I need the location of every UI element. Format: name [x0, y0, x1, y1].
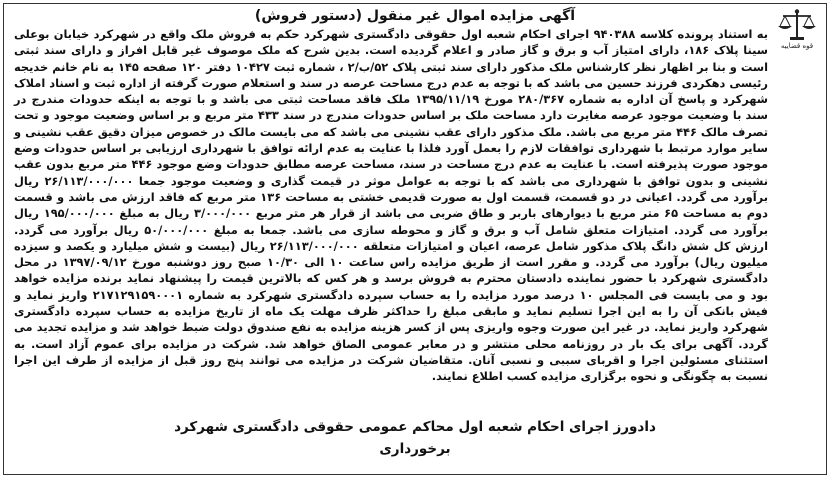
signature-title: دادورز اجرای احکام شعبه اول محاکم عمومی حقوقی دادگستری شهرکرد: [174, 419, 656, 435]
notice-body: [14, 26, 768, 385]
notice-title: آگهی مزایده اموال غیر منقول (دستور فروش): [254, 8, 576, 24]
notice-frame: [3, 3, 827, 475]
emblem-caption: قوه قضاییه: [780, 42, 814, 50]
notice-body-text: به استناد پرونده کلاسه ۹۴۰۳۸۸ اجرای احکام شعبه اول حقوقی دادگستری شهرکرد حکم به فروش ملک واقع در شهرکرد خیابان بوعلی سینا پلاک ۱۸۶، دارای امتیاز آب و برق و گاز صادر و اعلام گردیده است. بدین شرح که ملک موصوف غیر قابل افراز و دارای سند ثبتی است و بنا بر اظهار نظر کارشناس ملک مذکور دارای سند ثبتی پلاک ۵۲/ب/۲ ، شماره ثبت ۱۰۴۲۷ دفتر ۱۲۰ صفحه ۱۴۵ به نام خانم خدیجه رئیسی دهکردی فرزند حسین می باشد که با توجه به عدم درج مساحت عرصه در سند و استعلام صورت گرفته از اداره ثبت و اسناد املاک شهرکرد و پاسخ آن اداره به شماره ۲۸۰/۳۶۷ مورخ ۱۳۹۵/۱۱/۱۹ ملک فاقد مساحت ثبتی می باشد و با توجه به اینکه حدودات مندرج در سند با وضعیت موجود عرصه مغایرت دارد مساحت ملک بر اساس حدودات مندرج در سند ۴۳۳ متر مربع و بر اساس وضعیت موجود و تحت تصرف مالک ۴۴۶ متر مربع می باشد. ملک مذکور دارای عقب نشینی می باشد که می بایست مالک در خصوص میزان دقیق عقب نشینی و سایر موارد مرتبط با شهرداری توافقات لازم را بعمل آورد فلذا با عنایت به عدم ارائه توافق با شهرداری ارزیابی بر اساس حدودات وضع موجود صورت پذیرفته است. با عنایت به عدم درج مساحت در سند، مساحت عرصه مطابق حدودات وضع موجود ۴۴۶ متر مربع بدون عقب نشینی و بدون توافق با شهرداری می باشد که با توجه به عوامل موثر در قیمت گذاری و وضعیت موجود جمعا ۲۶/۱۱۳/۰۰۰/۰۰۰ ریال برآورد می گردد. اعیانی در دو قسمت، قسمت اول به صورت قدیمی خشتی به مساحت ۱۳۶ متر مربع که فاقد ارزش می باشد و قسمت دوم به مساحت ۶۵ متر مربع با دیوارهای باربر و طاق ضربی می باشد از قرار هر متر مربع ۳/۰۰۰/۰۰۰ ریال به مبلغ ۱۹۵/۰۰۰/۰۰۰ ریال برآورد می گردد. امتیازات متعلق شامل آب و برق و گاز و محوطه سازی می باشد. جمعا به مبلغ ۵۰/۰۰۰/۰۰۰ ریال برآورد می گردد. ارزش کل شش دانگ پلاک مذکور شامل عرصه، اعیان و امتیازات متعلقه ۲۶/۱۱۳/۰۰۰/۰۰۰ ریال (بیست و شش میلیارد و یکصد و سیزده میلیون ریال) برآورد می گردد. و مقرر است از طریق مزایده راس ساعت ۱۰ الی ۱۰/۳۰ صبح روز دوشنبه مورخ ۱۳۹۷/۰۹/۱۲ در محل دادگستری شهرکرد با حضور نماینده دادستان محترم به فروش برسد و هر کس که بالاترین قیمت را پیشنهاد نماید برنده مزایده خواهد بود و می بایست فی المجلس ۱۰ درصد مورد مزایده را به حساب سپرده دادگستری شهرکرد به شماره ۲۱۷۱۲۹۱۵۹۰۰۰۱ واریز نماید و فیش بانکی آن را به این اجرا تسلیم نماید و مابقی مبلغ را حداکثر ظرف مهلت یک ماه از تاریخ مزایده به حساب سپرده دادگستری شهرکرد واریز نماید. در غیر این صورت وجوه واریزی پس از کسر هزینه مزایده به نفع صندوق دولت ضبط خواهد شد و مزایده تجدید می گردد. آگهی برای یک بار در روزنامه محلی منتشر و در معابر عمومی الصاق خواهد شد. شرکت در مزایده برای عموم آزاد است. به استثنای مسئولین اجرا و اقربای سببی و نسبی آنان. متقاضیان شرکت در مزایده می توانند پنج روز قبل از مزایده از طرف این اجرا نسبت به چگونگی و نحوه برگزاری مزایده کسب اطلاع نمایند.: [14, 27, 769, 384]
signature-block: [4, 416, 826, 460]
signature-name: برخورداری: [379, 441, 451, 457]
